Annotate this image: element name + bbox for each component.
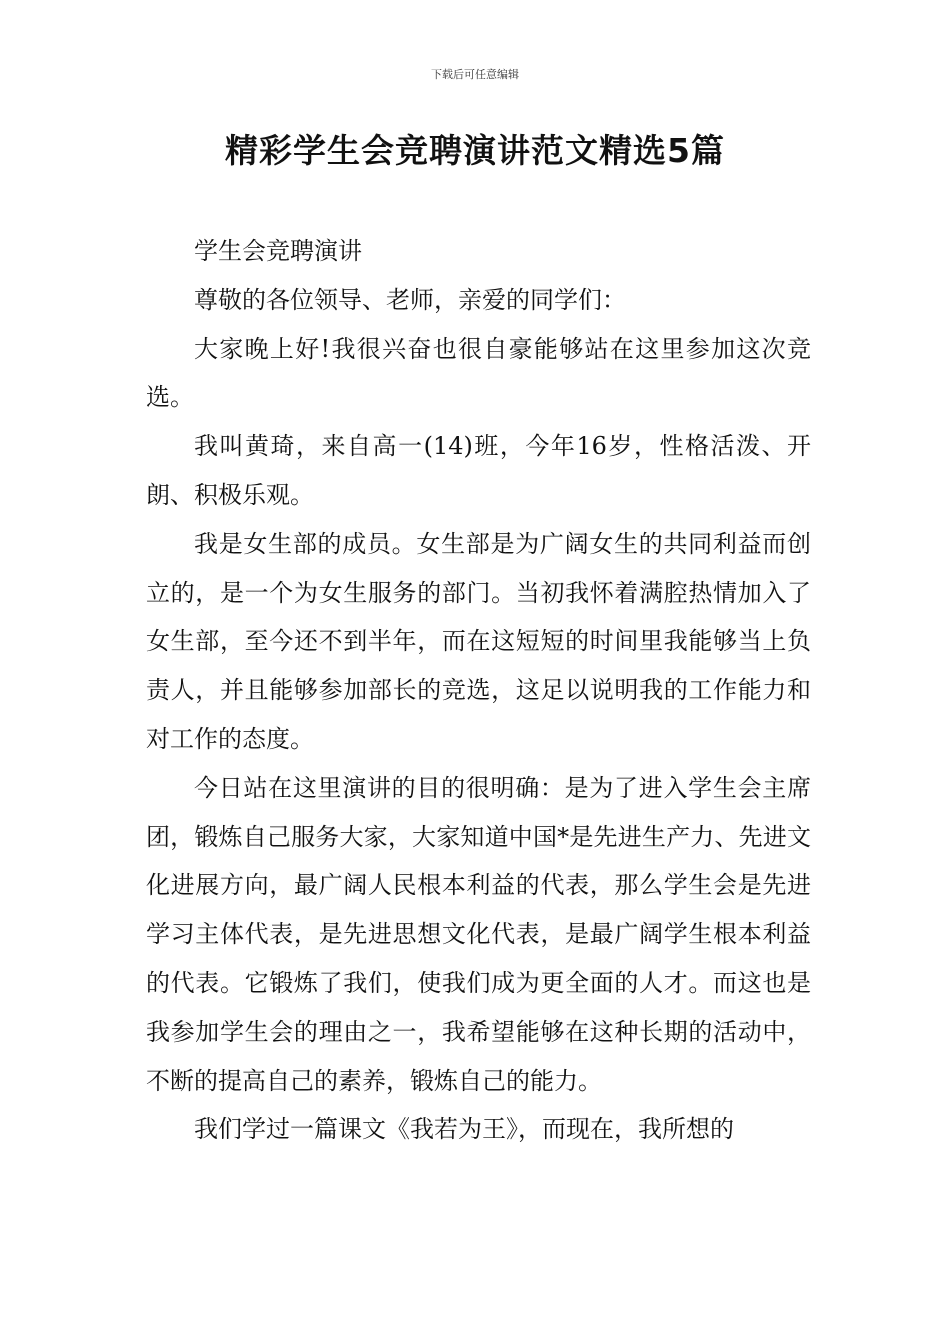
document-title: 精彩学生会竞聘演讲范文精选5篇 [225, 131, 725, 170]
paragraph-purpose: 今日站在这里演讲的目的很明确：是为了进入学生会主席团，锻炼自己服务大家，大家知道中国*是先进生产力、先进文化进展方向，最广阔人民根本利益的代表，那么学生会是先进学习主体代表，是先进思想文化代表，是最广阔学生根本利益的代表。它锻炼了我们，使我们成为更全面的人才。而这也是我参加学生会的理由之一，我希望能够在这种长期的活动中，不断的提高自己的素养，锻炼自己的能力。 [146, 773, 811, 1095]
paragraph-self-intro: 我叫黄琦，来自高一(14)班，今年16岁，性格活泼、开朗、积极乐观。 [146, 432, 811, 509]
paragraph-salutation: 尊敬的各位领导、老师，亲爱的同学们： [194, 285, 626, 314]
document-body [146, 227, 811, 1154]
paragraph-speech-heading: 学生会竞聘演讲 [194, 237, 362, 265]
paragraph-greeting: 大家晚上好!我很兴奋也很自豪能够站在这里参加这次竞选。 [146, 334, 811, 412]
paragraph-department: 我是女生部的成员。女生部是为广阔女生的共同利益而创立的，是一个为女生服务的部门。当初我怀着满腔热情加入了女生部，至今还不到半年，而在这短短的时间里我能够当上负责人，并且能够参加部长的竞选，这足以说明我的工作能力和对工作的态度。 [146, 529, 811, 753]
paragraph-lesson: 我们学过一篇课文《我若为王》，而现在，我所想的 [194, 1115, 734, 1144]
page-header-note: 下载后可任意编辑 [431, 68, 519, 81]
